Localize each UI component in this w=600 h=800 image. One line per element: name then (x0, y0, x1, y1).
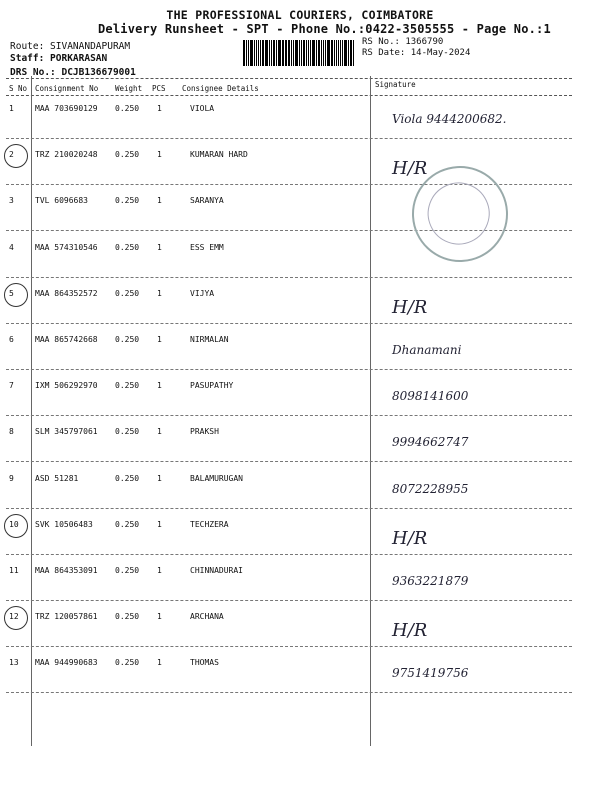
row-weight: 0.250 (115, 288, 140, 298)
row-consignment: TRZ 120057861 (35, 612, 98, 622)
table-top-rule (6, 78, 572, 79)
row-sno: 11 (9, 566, 19, 575)
row-sno: 1 (9, 104, 14, 113)
row-consignment: IXM 506292970 (35, 381, 98, 391)
row-divider (6, 369, 572, 370)
row-consignee: VIOLA (190, 104, 215, 113)
row-divider (6, 461, 572, 462)
barcode (243, 40, 355, 66)
row-consignee: BALAMURUGAN (190, 473, 243, 483)
row-consignee: PASUPATHY (190, 381, 234, 391)
row-weight: 0.250 (115, 104, 140, 113)
row-consignee: KUMARAN HARD (190, 150, 248, 160)
row-signature: H/R (392, 158, 428, 180)
table-row (0, 566, 600, 612)
row-consignment: MAA 574310546 (35, 242, 98, 252)
row-consignment: SVK 10506483 (35, 519, 93, 529)
col-consignee: Consignee Details (182, 84, 259, 93)
row-signature: H/R (392, 296, 428, 318)
row-pcs: 1 (157, 242, 162, 252)
table-row (0, 381, 600, 427)
row-consignee: THOMAS (190, 658, 219, 668)
row-weight: 0.250 (115, 658, 140, 668)
row-weight: 0.250 (115, 381, 140, 391)
row-signature: Viola 9444200682. (392, 112, 507, 126)
row-weight: 0.250 (115, 196, 140, 206)
col-signature: Signature (375, 80, 416, 89)
row-pcs: 1 (157, 150, 162, 160)
row-weight: 0.250 (115, 612, 140, 622)
row-consignment: MAA 864353091 (35, 566, 98, 575)
route-label: Route: SIVANANDAPURAM (10, 41, 131, 52)
row-pcs: 1 (157, 519, 162, 529)
table-row (0, 335, 600, 381)
table-row (0, 474, 600, 520)
row-sno: 4 (9, 242, 14, 252)
row-mark-circle (4, 606, 28, 630)
row-sno: 6 (9, 335, 14, 344)
row-consignment: MAA 864352572 (35, 288, 98, 298)
row-divider (6, 554, 572, 555)
row-weight: 0.250 (115, 242, 140, 252)
row-divider (6, 277, 572, 278)
runsheet-subtitle: Delivery Runsheet - SPT - Phone No.:0422-3505555 - Page No.:1 (98, 22, 551, 36)
row-weight: 0.250 (115, 335, 140, 344)
row-consignee: TECHZERA (190, 519, 229, 529)
company-title: THE PROFESSIONAL COURIERS, COIMBATORE (166, 8, 434, 22)
row-pcs: 1 (157, 104, 162, 113)
row-divider (6, 646, 572, 647)
row-sno: 8 (9, 427, 14, 437)
drs-number: DRS No.: DCJB136679001 (10, 67, 136, 78)
row-pcs: 1 (157, 288, 162, 298)
row-signature: 9363221879 (392, 574, 469, 588)
row-consignment: MAA 865742668 (35, 335, 98, 344)
row-pcs: 1 (157, 427, 162, 437)
row-divider (6, 138, 572, 139)
row-consignee: SARANYA (190, 196, 224, 206)
col-consignment: Consignment No (35, 84, 99, 93)
row-sno: 7 (9, 381, 14, 391)
row-consignment: MAA 944990683 (35, 658, 98, 668)
col-sno: S No (9, 84, 28, 93)
row-weight: 0.250 (115, 519, 140, 529)
row-signature: 9994662747 (392, 435, 469, 450)
col-pcs: PCS (152, 84, 166, 93)
row-pcs: 1 (157, 335, 162, 344)
row-weight: 0.250 (115, 473, 140, 483)
row-consignee: ESS EMM (190, 242, 224, 252)
row-pcs: 1 (157, 658, 162, 668)
table-row (0, 104, 600, 150)
row-signature: 9751419756 (392, 666, 469, 681)
row-sno: 13 (9, 658, 19, 668)
row-consignee: VIJYA (190, 288, 215, 298)
row-signature: 8098141600 (392, 389, 469, 404)
row-consignee: CHINNADURAI (190, 566, 243, 575)
row-consignment: MAA 703690129 (35, 104, 98, 113)
row-sno: 2 (9, 150, 14, 160)
col-weight: Weight (115, 84, 143, 93)
row-consignee: ARCHANA (190, 612, 224, 622)
staff-label: Staff: PORKARASAN (10, 53, 108, 64)
row-sno: 9 (9, 473, 14, 483)
row-divider (6, 323, 572, 324)
row-consignment: TVL 6096683 (35, 196, 88, 206)
row-consignment: TRZ 210020248 (35, 150, 98, 160)
table-row (0, 243, 600, 289)
row-consignee: PRAKSH (190, 427, 219, 437)
row-divider (6, 508, 572, 509)
row-sno: 5 (9, 288, 14, 298)
table-row (0, 520, 600, 566)
row-pcs: 1 (157, 612, 162, 622)
row-divider (6, 415, 572, 416)
rs-info (362, 37, 470, 59)
row-weight: 0.250 (115, 150, 140, 160)
row-sno: 12 (9, 612, 19, 622)
row-sno: 10 (9, 519, 19, 529)
row-consignment: ASD 51281 (35, 473, 79, 483)
row-mark-circle (4, 144, 28, 168)
row-signature: H/R (392, 527, 428, 549)
table-row (0, 196, 600, 242)
row-consignment: SLM 345797061 (35, 427, 98, 437)
rs-date: RS Date: 14-May-2024 (362, 48, 471, 58)
row-pcs: 1 (157, 566, 162, 575)
row-weight: 0.250 (115, 427, 140, 437)
row-signature: 8072228955 (392, 481, 469, 496)
row-consignee: NIRMALAN (190, 335, 229, 344)
rs-number: RS No.: 1366790 (362, 37, 444, 47)
table-row (0, 612, 600, 658)
table-header-rule (6, 95, 572, 96)
row-divider (6, 692, 572, 693)
table-row (0, 150, 600, 196)
row-pcs: 1 (157, 381, 162, 391)
row-sno: 3 (9, 196, 14, 206)
row-signature: Dhanamani (392, 343, 462, 357)
row-mark-circle (4, 514, 28, 538)
table-row (0, 427, 600, 473)
table-row (0, 289, 600, 335)
row-weight: 0.250 (115, 566, 140, 575)
row-pcs: 1 (157, 473, 162, 483)
row-divider (6, 600, 572, 601)
row-pcs: 1 (157, 196, 162, 206)
row-signature: H/R (392, 620, 428, 642)
table-row (0, 658, 600, 704)
row-mark-circle (4, 283, 28, 307)
